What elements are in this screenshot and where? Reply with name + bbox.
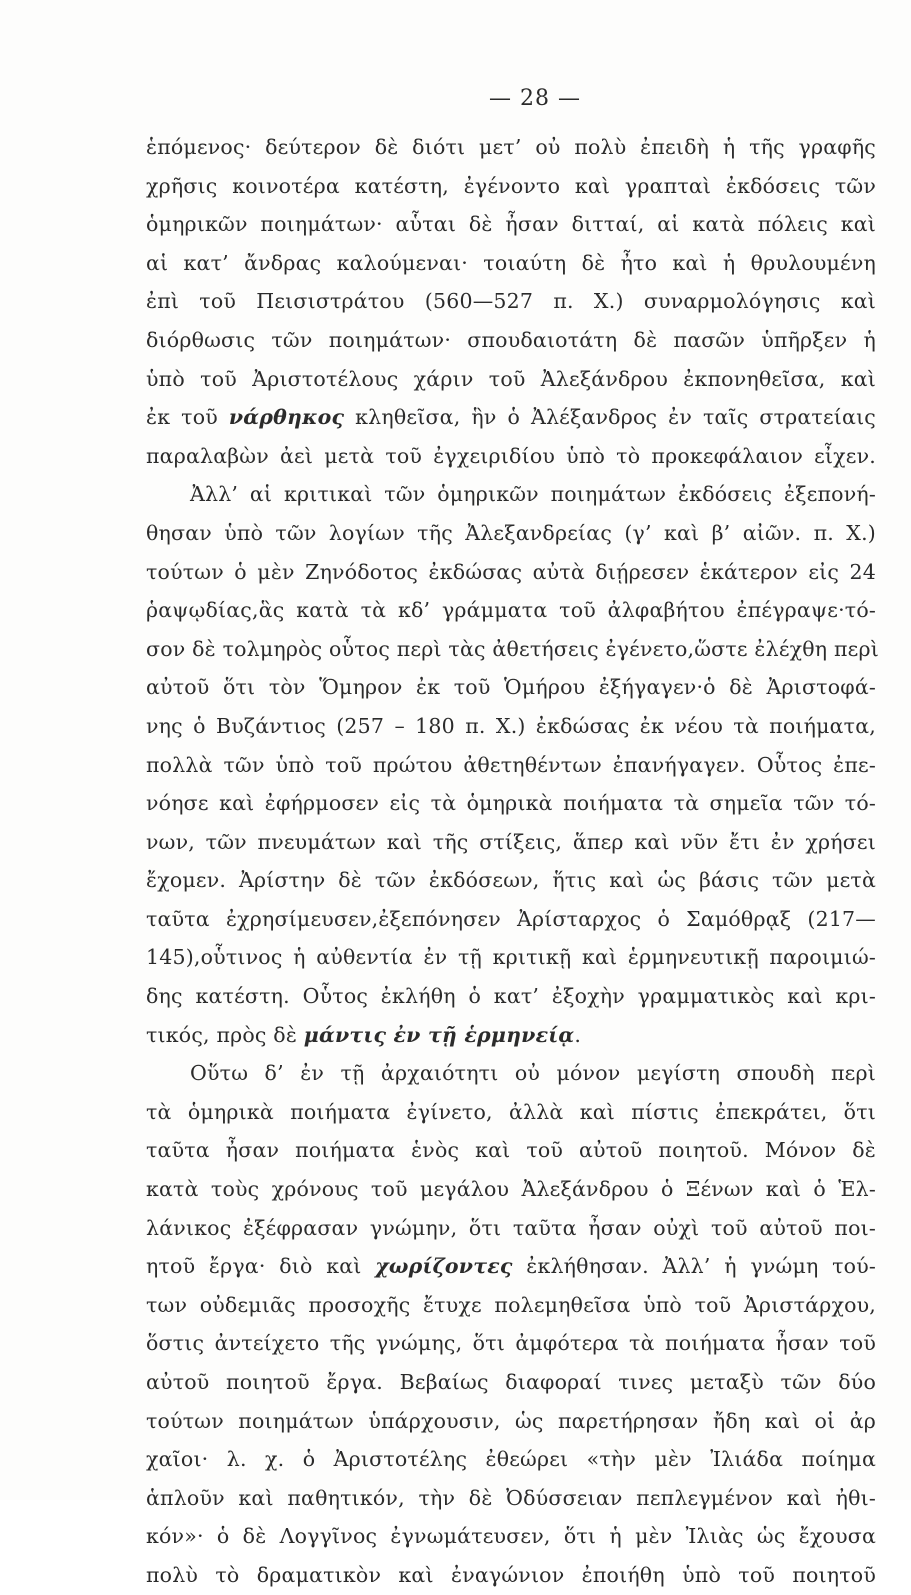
text-line: ὁμηρικῶν ποιημάτων· αὗται δὲ ἦσαν διτταί, αἱ κατὰ πόλεις καὶ (146, 212, 876, 237)
text-line: νόησε καὶ ἐφήρμοσεν εἰς τὰ ὁμηρικὰ ποιήματα τὰ σημεῖα τῶν τό- (146, 791, 876, 816)
text-line: νων, τῶν πνευμάτων καὶ τῆς στίξεις, ἅπερ καὶ νῦν ἔτι ἐν χρήσει (146, 829, 876, 854)
text-line: σον δὲ τολμηρὸς οὗτος περὶ τὰς ἀθετήσεις ἐγένετο,ὥστε ἐλέχθη περὶ (146, 636, 879, 661)
text-line: διόρθωσις τῶν ποιημάτων· σπουδαιοτάτη δὲ πασῶν ὑπῆρξεν ἡ (146, 327, 876, 352)
text-line: των οὐδεμιᾶς προσοχῆς ἔτυχε πολεμηθεῖσα ὑπὸ τοῦ Ἀριστάρχου, (146, 1292, 876, 1317)
text-line: τικός, πρὸς δὲ μάντις ἐν τῇ ἑρμηνείᾳ. (146, 1022, 582, 1047)
text-line: πολὺ τὸ δραματικὸν καὶ ἐναγώνιον ἐποιήθη ὑπὸ τοῦ ποιητοῦ (146, 1562, 876, 1587)
text-line: ἐπὶ τοῦ Πεισιστράτου (560—527 π. Χ.) συναρμολόγησις καὶ (146, 289, 876, 314)
text-line: ἐκ τοῦ νάρθηκος κληθεῖσα, ἣν ὁ Ἀλέξανδρος ἐν ταῖς στρατείαις (146, 405, 876, 430)
text-line: τούτων ποιημάτων ὑπάρχουσιν, ὡς παρετήρησαν ἤδη καὶ οἱ ἀρ (146, 1408, 876, 1433)
text-line: ῥαψῳδίας,ἃς κατὰ τὰ κδ’ γράμματα τοῦ ἀλφαβήτου ἐπέγραψε·τό- (146, 598, 876, 623)
text-line: αὐτοῦ ποιητοῦ ἔργα. Βεβαίως διαφοραί τινες μεταξὺ τῶν δύο (146, 1370, 876, 1394)
emphasized-term: μάντις ἐν τῇ ἑρμηνείᾳ (303, 1022, 575, 1047)
page-number: — 28 — (489, 86, 581, 111)
emphasized-term: νάρθηκος (228, 405, 345, 430)
text-line: δης κατέστη. Οὗτος ἐκλήθη ὁ κατ’ ἐξοχὴν γραμματικὸς καὶ κρι- (146, 984, 876, 1009)
text-line: ταῦτα ἐχρησίμευσεν,ἐξεπόνησεν Ἀρίσταρχος ὁ Σαμόθρᾳξ (217— (146, 906, 876, 931)
text-line: Οὕτω δ’ ἐν τῇ ἀρχαιότητι οὐ μόνον μεγίστη σπουδὴ περὶ (190, 1061, 876, 1086)
text-line: ἑπόμενος· δεύτερον δὲ διότι μετ’ οὐ πολὺ ἐπειδὴ ἡ τῆς γραφῆς (146, 135, 876, 159)
text-line: ητοῦ ἔργα· διὸ καὶ χωρίζοντες ἐκλήθησαν. Ἀλλ’ ἡ γνώμη τού- (146, 1254, 877, 1279)
emphasized-term: χωρίζοντες (375, 1254, 513, 1279)
text-line: χαῖοι· λ. χ. ὁ Ἀριστοτέλης ἐθεώρει «τὴν μὲν Ἰλιάδα ποίημα (146, 1447, 876, 1472)
text-line: νης ὁ Βυζάντιος (257 – 180 π. Χ.) ἐκδώσας ἐκ νέου τὰ ποιήματα, (146, 713, 876, 738)
text-line: χρῆσις κοινοτέρα κατέστη, ἐγένοντο καὶ γραπταὶ ἐκδόσεις τῶν (146, 173, 876, 198)
text-line: ἔχομεν. Ἀρίστην δὲ τῶν ἐκδόσεων, ἥτις καὶ ὡς βάσις τῶν μετὰ (146, 868, 876, 893)
text-line: αὐτοῦ ὅτι τὸν Ὅμηρον ἐκ τοῦ Ὁμήρου ἐξήγαγεν·ὁ δὲ Ἀριστοφά- (146, 675, 876, 700)
text-line: παραλαβὼν ἀεὶ μετὰ τοῦ ἐγχειριδίου ὑπὸ τὸ προκεφάλαιον εἶχεν. (146, 443, 876, 468)
body-text (146, 128, 879, 1595)
text-line: τὰ ὁμηρικὰ ποιήματα ἐγίνετο, ἀλλὰ καὶ πίστις ἐπεκράτει, ὅτι (146, 1099, 876, 1124)
text-line: κόν»· ὁ δὲ Λογγῖνος ἐγνωμάτευσεν, ὅτι ἡ μὲν Ἰλιὰς ὡς ἔχουσα (146, 1524, 876, 1549)
text-line: κατὰ τοὺς χρόνους τοῦ μεγάλου Ἀλεξάνδρου ὁ Ξένων καὶ ὁ Ἑλ- (146, 1177, 876, 1202)
text-line: πολλὰ τῶν ὑπὸ τοῦ πρώτου ἀθετηθέντων ἐπανήγαγεν. Οὗτος ἐπε- (146, 752, 876, 777)
text-line: αἱ κατ’ ἄνδρας καλούμεναι· τοιαύτη δὲ ἦτο καὶ ἡ θρυλουμένη (146, 250, 876, 275)
text-line: τούτων ὁ μὲν Ζηνόδοτος ἐκδώσας αὐτὰ διῄρεσεν ἑκάτερον εἰς 24 (146, 559, 876, 584)
text-line: ταῦτα ἦσαν ποιήματα ἑνὸς καὶ τοῦ αὐτοῦ ποιητοῦ. Μόνον δὲ (146, 1138, 876, 1163)
text-line: Ἀλλ’ αἱ κριτικαὶ τῶν ὁμηρικῶν ποιημάτων ἐκδόσεις ἐξεπονή- (190, 482, 876, 507)
text-line: ὅστις ἀντείχετο τῆς γνώμης, ὅτι ἀμφότερα τὰ ποιήματα ἦσαν τοῦ (146, 1331, 876, 1356)
text-line: ὑπὸ τοῦ Ἀριστοτέλους χάριν τοῦ Ἀλεξάνδρου ἐκπονηθεῖσα, καὶ (146, 366, 876, 391)
text-line: θησαν ὑπὸ τῶν λογίων τῆς Ἀλεξανδρείας (γ’ καὶ β’ αἰῶν. π. Χ.) (146, 520, 876, 545)
text-line: λάνικος ἐξέφρασαν γνώμην, ὅτι ταῦτα ἦσαν οὐχὶ τοῦ αὐτοῦ ποι- (146, 1215, 876, 1240)
text-line: 145),οὗτινος ἡ αὐθεντία ἐν τῇ κριτικῇ καὶ ἑρμηνευτικῇ παροιμιώ- (146, 945, 876, 970)
text-line: ἁπλοῦν καὶ παθητικόν, τὴν δὲ Ὀδύσσειαν πεπλεγμένον καὶ ἠθι- (146, 1485, 876, 1510)
